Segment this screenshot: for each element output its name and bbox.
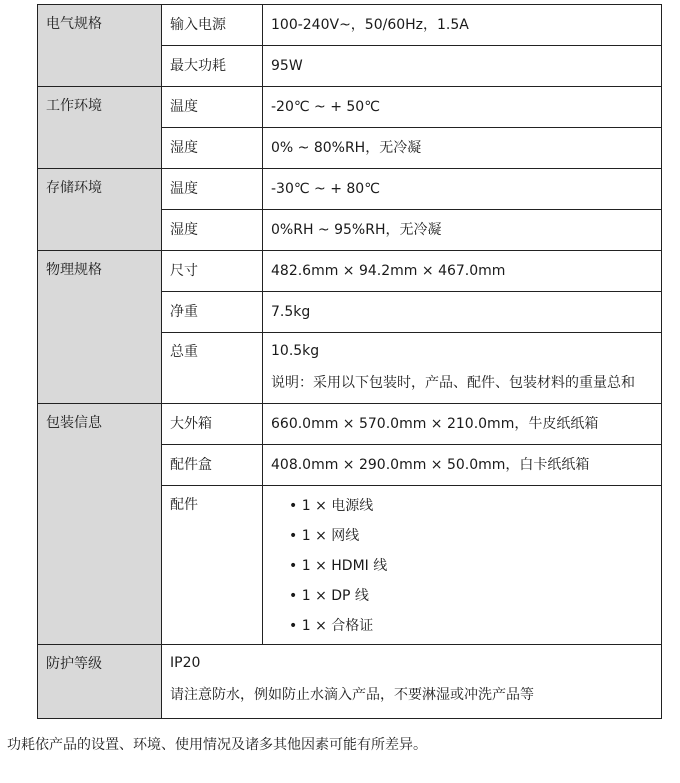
label-accessories: 配件 xyxy=(162,486,263,645)
footer-note: 功耗依产品的设置、环境、使用情况及诸多其他因素可能有所差异。 xyxy=(7,737,427,753)
value-max-power: 95W xyxy=(263,46,662,87)
value-gross-weight: 10.5kg xyxy=(271,343,320,359)
category-physical: 物理规格 xyxy=(38,251,162,404)
value-storage-humidity: 0%RH ~ 95%RH，无冷凝 xyxy=(263,210,662,251)
value-storage-temp: -30℃ ~ + 80℃ xyxy=(263,169,662,210)
list-item: • 1 × 电源线 xyxy=(271,491,661,521)
list-item: • 1 × 合格证 xyxy=(271,611,661,641)
table-row xyxy=(38,251,662,292)
table-row xyxy=(38,404,662,445)
label-accessory-box: 配件盒 xyxy=(162,445,263,486)
label-max-power: 最大功耗 xyxy=(162,46,263,87)
value-accessory-box: 408.0mm × 290.0mm × 50.0mm，白卡纸纸箱 xyxy=(263,445,662,486)
value-outer-box: 660.0mm × 570.0mm × 210.0mm，牛皮纸纸箱 xyxy=(263,404,662,445)
value-operating-humidity: 0% ~ 80%RH，无冷凝 xyxy=(263,128,662,169)
label-operating-temp: 温度 xyxy=(162,87,263,128)
category-electrical: 电气规格 xyxy=(38,5,162,87)
table-row xyxy=(38,5,662,46)
gross-weight-note: 说明：采用以下包装时，产品、配件、包装材料的重量总和 xyxy=(271,375,635,391)
value-protection-cell xyxy=(162,645,662,719)
category-operating: 工作环境 xyxy=(38,87,162,169)
category-protection: 防护等级 xyxy=(38,645,162,719)
value-size: 482.6mm × 94.2mm × 467.0mm xyxy=(263,251,662,292)
label-storage-humidity: 湿度 xyxy=(162,210,263,251)
category-packaging: 包装信息 xyxy=(38,404,162,645)
spec-table xyxy=(37,4,662,719)
label-net-weight: 净重 xyxy=(162,292,263,333)
list-item: • 1 × HDMI 线 xyxy=(271,551,661,581)
accessories-list xyxy=(271,491,661,641)
table-row xyxy=(38,87,662,128)
label-gross-weight: 总重 xyxy=(162,333,263,404)
label-storage-temp: 温度 xyxy=(162,169,263,210)
value-net-weight: 7.5kg xyxy=(263,292,662,333)
value-protection-rating: IP20 xyxy=(170,655,201,671)
table-row xyxy=(38,645,662,719)
category-storage: 存储环境 xyxy=(38,169,162,251)
protection-note: 请注意防水，例如防止水滴入产品，不要淋湿或冲洗产品等 xyxy=(170,687,534,703)
value-accessories-cell xyxy=(263,486,662,645)
label-size: 尺寸 xyxy=(162,251,263,292)
label-input-power: 输入电源 xyxy=(162,5,263,46)
value-gross-weight-cell xyxy=(263,333,662,404)
label-operating-humidity: 湿度 xyxy=(162,128,263,169)
value-input-power: 100-240V~，50/60Hz，1.5A xyxy=(263,5,662,46)
label-outer-box: 大外箱 xyxy=(162,404,263,445)
table-row xyxy=(38,169,662,210)
list-item: • 1 × DP 线 xyxy=(271,581,661,611)
list-item: • 1 × 网线 xyxy=(271,521,661,551)
value-operating-temp: -20℃ ~ + 50℃ xyxy=(263,87,662,128)
